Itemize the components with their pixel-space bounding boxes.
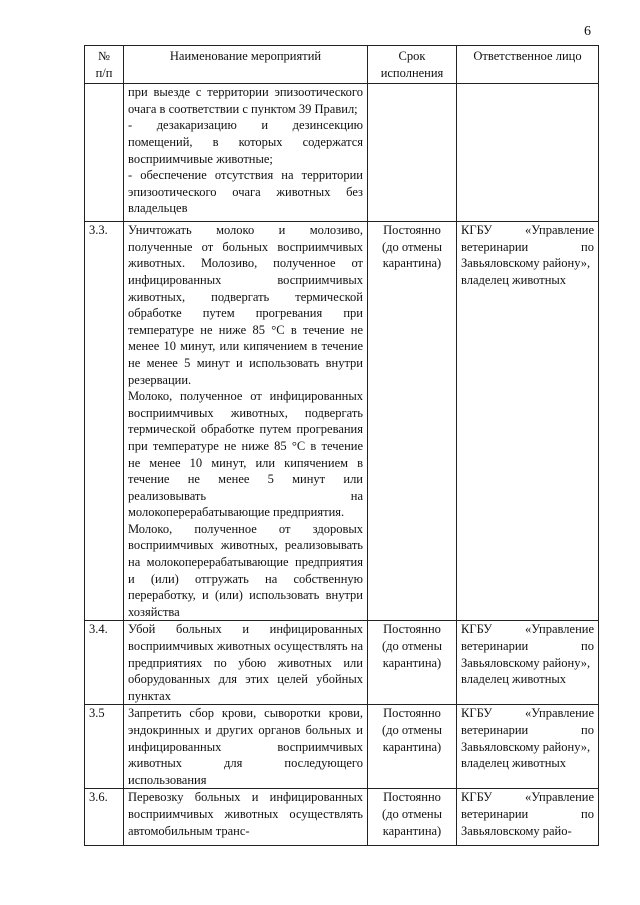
row-responsible: КГБУ «Управление ветеринарии по Завьяловскому району», владелец животных	[457, 222, 599, 621]
table-row	[85, 705, 599, 789]
row-description: при выезде с территории эпизоотического очага в соответствии с пунктом 39 Правил; - дезакаризацию и дезинсекцию помещений, в которых содержатся восприимчивые животные; - обеспечение отсутствия на территории эпизоотического очага животных без владельцев	[124, 84, 368, 222]
row-number	[85, 84, 124, 222]
row-number: 3.6.	[85, 789, 124, 846]
row-number: 3.4.	[85, 621, 124, 705]
row-description: Запретить сбор крови, сыворотки крови, эндокринных и других органов больных и инфицированных восприимчивых животных для последующего использования	[124, 705, 368, 789]
row-description: Перевозку больных и инфицированных восприимчивых животных осуществлять автомобильным транс-	[124, 789, 368, 846]
row-term	[368, 84, 457, 222]
header-responsible: Ответственное лицо	[457, 46, 599, 84]
row-description: Убой больных и инфицированных восприимчивых животных осуществлять на предприятиях по убою животных или оборудованных для этих целей убойных пунктах	[124, 621, 368, 705]
header-num: № п/п	[85, 46, 124, 84]
row-responsible: КГБУ «Управление ветеринарии по Завьяловскому району», владелец животных	[457, 621, 599, 705]
row-term: Постоянно (до отмены карантина)	[368, 705, 457, 789]
table-row	[85, 789, 599, 846]
page-number: 6	[584, 24, 591, 39]
row-number: 3.3.	[85, 222, 124, 621]
measures-table	[84, 45, 599, 846]
row-term: Постоянно (до отмены карантина)	[368, 621, 457, 705]
table-row	[85, 222, 599, 621]
header-term: Срок исполнения	[368, 46, 457, 84]
header-name: Наименование мероприятий	[124, 46, 368, 84]
table-row	[85, 84, 599, 222]
row-number: 3.5	[85, 705, 124, 789]
row-responsible: КГБУ «Управление ветеринарии по Завьяловскому району», владелец животных	[457, 705, 599, 789]
row-term: Постоянно (до отмены карантина)	[368, 222, 457, 621]
row-responsible	[457, 84, 599, 222]
row-responsible: КГБУ «Управление ветеринарии по Завьяловскому райо-	[457, 789, 599, 846]
row-description: Уничтожать молоко и молозиво, полученные от больных восприимчивых животных. Молозиво, полученное от инфицированных восприимчивых животных, подвергать термической обработке путем прогревания при температуре не ниже 85 °С в течение не менее 10 минут, или кипячением в течение не менее 5 минут и использовать внутри резервации. Молоко, полученное от инфицированных восприимчивых животных, подвергать термической обработке путем прогревания при температуре не ниже 85 °С в течение не менее 10 минут, или кипячением в течение не менее 5 минут или реализовывать на молокоперерабатывающие предприятия. Молоко, полученное от здоровых восприимчивых животных, реализовывать на молокоперерабатывающие предприятия и (или) отгружать на собственную переработку, и (или) использовать внутри хозяйства	[124, 222, 368, 621]
table-row	[85, 621, 599, 705]
row-term: Постоянно (до отмены карантина)	[368, 789, 457, 846]
table-header-row	[85, 46, 599, 84]
